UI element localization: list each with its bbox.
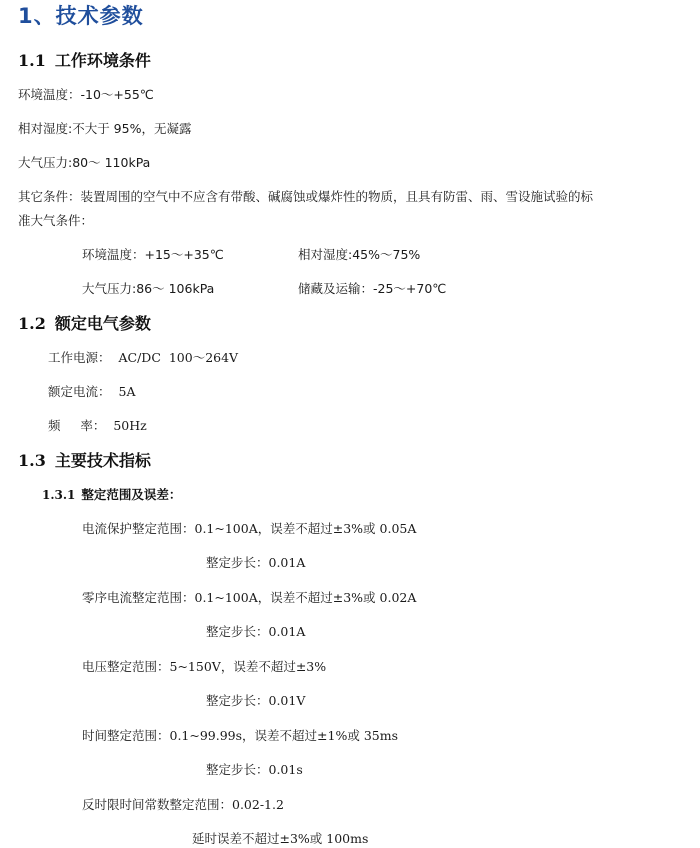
power-value: AC/DC 100～264V (118, 350, 239, 365)
voltage-step: 整定步长：0.01V (206, 693, 306, 708)
current-protection-range: 电流保护整定范围：0.1~100A，误差不超过±3%或 0.05A (82, 521, 417, 536)
subsection-number: 1.3.1 (42, 488, 76, 502)
section-number: 1.2 (18, 314, 46, 333)
frequency-row (48, 416, 147, 434)
rated-current-row (48, 382, 135, 400)
other-conditions-line2: 准大气条件： (18, 213, 94, 228)
time-step: 整定步长：0.01s (206, 762, 303, 777)
section-heading-1-3 (18, 448, 151, 471)
power-supply-row (48, 348, 238, 366)
page-title: 1、技术参数 (18, 4, 144, 28)
section-title: 额定电气参数 (54, 314, 151, 333)
subsection-title: 整定范围及误差： (81, 487, 182, 502)
other-conditions-line1: 其它条件：装置周围的空气中不应含有带酸、碱腐蚀或爆炸性的物质，且具有防雷、雨、雪设施试验的标 (18, 189, 594, 204)
voltage-range: 电压整定范围：5~150V，误差不超过±3% (82, 659, 327, 674)
std-pressure: 大气压力:86～ 106kPa (82, 281, 215, 296)
env-humidity: 相对湿度:不大于 95%，无凝露 (18, 121, 192, 136)
delay-error: 延时误差不超过±3%或 100ms (192, 831, 369, 846)
std-humidity: 相对湿度:45%～75% (298, 247, 421, 262)
std-temperature: 环境温度：+15～+35℃ (82, 247, 224, 262)
zero-sequence-step: 整定步长：0.01A (206, 624, 306, 639)
zero-sequence-range: 零序电流整定范围：0.1~100A，误差不超过±3%或 0.02A (82, 590, 417, 605)
section-number: 1.1 (18, 51, 46, 70)
section-heading-1-2 (18, 311, 151, 334)
current-label: 额定电流： (48, 384, 111, 399)
section-title: 主要技术指标 (54, 451, 151, 470)
section-number: 1.3 (18, 451, 46, 470)
section-heading-1-1 (18, 48, 151, 71)
env-temperature: 环境温度：-10～+55℃ (18, 87, 154, 102)
std-storage: 储藏及运输：-25～+70℃ (298, 281, 447, 296)
env-pressure: 大气压力:80～ 110kPa (18, 155, 151, 170)
frequency-label: 频 率： (48, 418, 106, 433)
power-label: 工作电源： (48, 350, 111, 365)
section-title: 工作环境条件 (54, 51, 151, 70)
time-range: 时间整定范围：0.1~99.99s，误差不超过±1%或 35ms (82, 728, 399, 743)
subsection-heading-1-3-1 (42, 485, 181, 503)
current-value: 5A (118, 384, 136, 399)
frequency-value: 50Hz (113, 418, 147, 433)
inverse-time-range: 反时限时间常数整定范围：0.02-1.2 (82, 797, 284, 812)
current-protection-step: 整定步长：0.01A (206, 555, 306, 570)
